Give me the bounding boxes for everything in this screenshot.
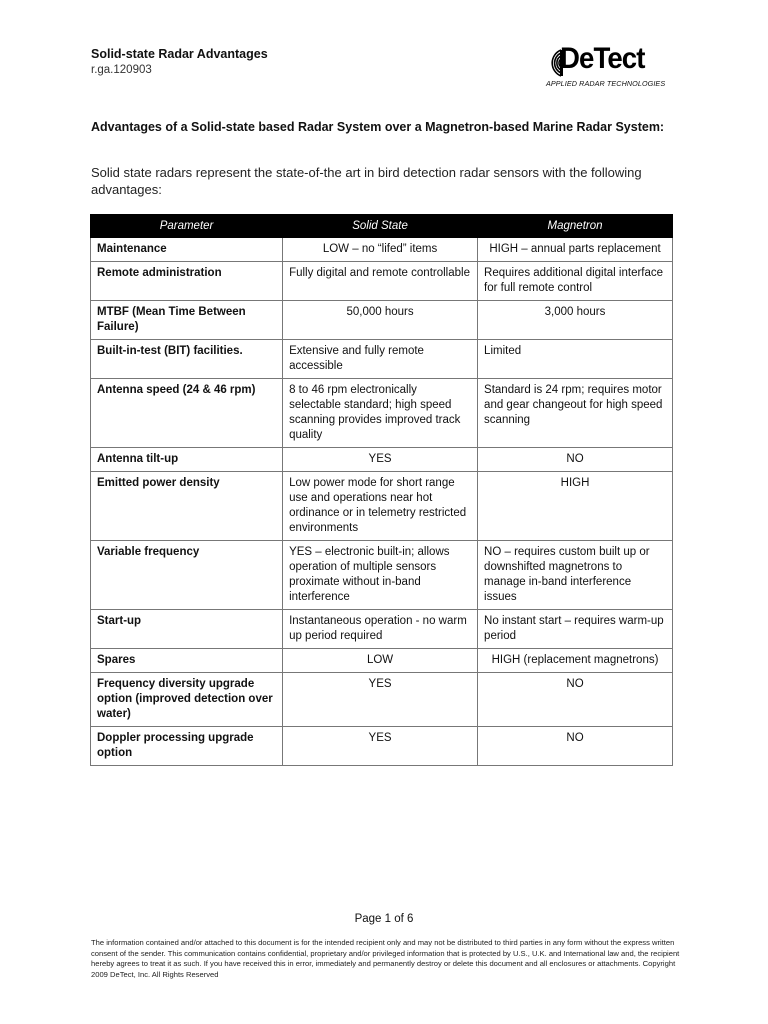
solid-state-cell: Instantaneous operation - no warm up period required bbox=[283, 610, 478, 649]
magnetron-cell: HIGH – annual parts replacement bbox=[478, 238, 673, 262]
solid-state-cell: LOW – no “lifed” items bbox=[283, 238, 478, 262]
solid-state-cell: YES bbox=[283, 448, 478, 472]
section-heading: Advantages of a Solid-state based Radar System over a Magnetron-based Marine Radar System: bbox=[91, 120, 665, 134]
parameter-cell: MTBF (Mean Time Between Failure) bbox=[91, 301, 283, 340]
magnetron-cell: NO bbox=[478, 448, 673, 472]
logo-wordmark: DeTect bbox=[560, 42, 645, 75]
table-row bbox=[91, 649, 673, 673]
parameter-cell: Start-up bbox=[91, 610, 283, 649]
parameter-cell: Built-in-test (BIT) facilities. bbox=[91, 340, 283, 379]
solid-state-cell: Low power mode for short range use and operations near hot ordinance or in telemetry restricted environments bbox=[283, 472, 478, 541]
solid-state-cell: LOW bbox=[283, 649, 478, 673]
solid-state-cell: Extensive and fully remote accessible bbox=[283, 340, 478, 379]
magnetron-cell: HIGH (replacement magnetrons) bbox=[478, 649, 673, 673]
parameter-cell: Frequency diversity upgrade option (improved detection over water) bbox=[91, 673, 283, 727]
parameter-cell: Antenna tilt-up bbox=[91, 448, 283, 472]
table-row bbox=[91, 472, 673, 541]
solid-state-cell: YES bbox=[283, 673, 478, 727]
table-row bbox=[91, 238, 673, 262]
table-row bbox=[91, 448, 673, 472]
table-row bbox=[91, 610, 673, 649]
table-row bbox=[91, 379, 673, 448]
magnetron-cell: Requires additional digital interface for full remote control bbox=[478, 262, 673, 301]
magnetron-cell: HIGH bbox=[478, 472, 673, 541]
column-header-parameter: Parameter bbox=[91, 215, 283, 238]
solid-state-cell: YES – electronic built-in; allows operation of multiple sensors proximate without in-band interference bbox=[283, 541, 478, 610]
intro-paragraph: Solid state radars represent the state-of-the art in bird detection radar sensors with the following advantages: bbox=[91, 165, 642, 197]
parameter-cell: Emitted power density bbox=[91, 472, 283, 541]
column-header-solid-state: Solid State bbox=[283, 215, 478, 238]
table-row bbox=[91, 727, 673, 766]
logo-tagline: APPLIED RADAR TECHNOLOGIES bbox=[546, 79, 666, 88]
table-row bbox=[91, 262, 673, 301]
parameter-cell: Variable frequency bbox=[91, 541, 283, 610]
page-number: Page 1 of 6 bbox=[354, 913, 414, 925]
detect-logo bbox=[545, 42, 670, 90]
document-title: Solid-state Radar Advantages bbox=[91, 47, 268, 61]
document-header bbox=[91, 46, 268, 78]
magnetron-cell: NO bbox=[478, 727, 673, 766]
document-revision: r.ga.120903 bbox=[91, 64, 152, 76]
parameter-cell: Remote administration bbox=[91, 262, 283, 301]
parameter-cell: Spares bbox=[91, 649, 283, 673]
parameter-cell: Doppler processing upgrade option bbox=[91, 727, 283, 766]
solid-state-cell: YES bbox=[283, 727, 478, 766]
magnetron-cell: Standard is 24 rpm; requires motor and gear changeout for high speed scanning bbox=[478, 379, 673, 448]
table-row bbox=[91, 340, 673, 379]
table-row bbox=[91, 301, 673, 340]
magnetron-cell: Limited bbox=[478, 340, 673, 379]
table-row bbox=[91, 541, 673, 610]
magnetron-cell: No instant start – requires warm-up period bbox=[478, 610, 673, 649]
table-header-row bbox=[91, 215, 673, 238]
solid-state-cell: Fully digital and remote controllable bbox=[283, 262, 478, 301]
parameter-cell: Maintenance bbox=[91, 238, 283, 262]
magnetron-cell: NO bbox=[478, 673, 673, 727]
solid-state-cell: 50,000 hours bbox=[283, 301, 478, 340]
magnetron-cell: 3,000 hours bbox=[478, 301, 673, 340]
table-row bbox=[91, 673, 673, 727]
magnetron-cell: NO – requires custom built up or downshifted magnetrons to manage in-band interference issues bbox=[478, 541, 673, 610]
solid-state-cell: 8 to 46 rpm electronically selectable standard; high speed scanning provides improved track quality bbox=[283, 379, 478, 448]
confidentiality-footer: The information contained and/or attached to this document is for the intended recipient only and may not be distributed to third parties in any form without the express written consent of the sender. This communication contains confidential, proprietary and/or privileged information that is protected by U.S., U.K. and International law and, the recipient hereby agrees to treat it as such. If you have received this in error, immediately and permanently destroy or delete this document and all enclosures or attachments. Copyright 2009 DeTect, Inc. All Rights Reserved bbox=[91, 938, 680, 979]
parameter-cell: Antenna speed (24 & 46 rpm) bbox=[91, 379, 283, 448]
column-header-magnetron: Magnetron bbox=[478, 215, 673, 238]
comparison-table bbox=[90, 214, 673, 766]
